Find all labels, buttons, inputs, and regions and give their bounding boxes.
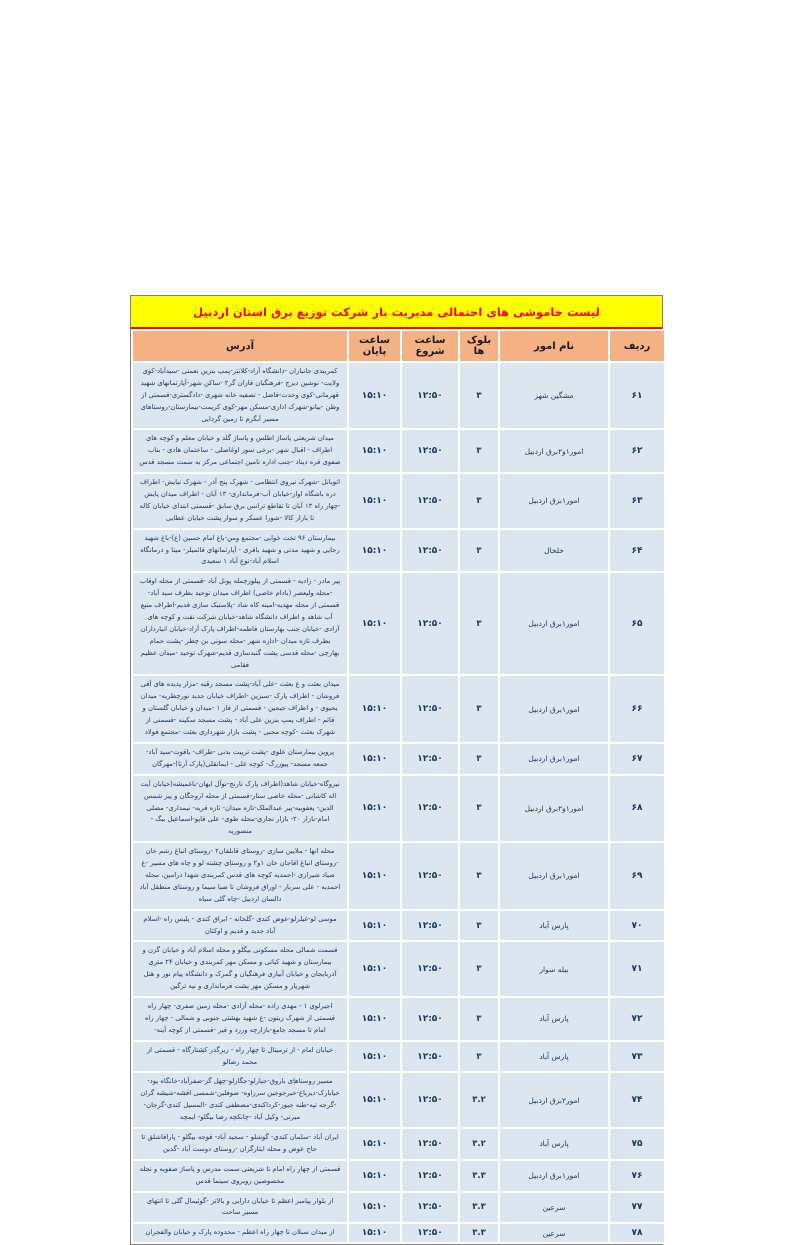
address-cell: میدان شریعتی پاساژ اطلس و پاساژ گلد و خیابان معلم و کوچه های اطراف - اقبال شهر -برخی سوز اوغاصلی - ساختمان هادی - بناب صفوی قره دیناد -جنب اداره تامین اجتماعی مرکز به سمت مسجد قدس	[132, 429, 348, 473]
table-row	[132, 529, 665, 573]
outage-table	[131, 329, 666, 1244]
department-cell: امور۱برق اردبیل	[499, 842, 609, 909]
table-row	[132, 1223, 665, 1243]
row-number-cell: ۷۲	[609, 997, 665, 1041]
header-row-number: ردیف	[609, 330, 665, 362]
department-cell: امور۱برق اردبیل	[499, 675, 609, 742]
end-time-cell: ۱۵:۱۰	[348, 743, 401, 775]
department-cell: خلخال	[499, 529, 609, 573]
address-cell: قسمت شمالی محله مسکونی بیگلو و محله اسلام آباد و خیابان گزن و بیمارستان و شهید کیانی و مسکن مهر کمربندی و خیابان ۲۴ متری آذربایجان و خیابان آبیاری فرهنگیان و گمرک و دانشگاه پیام نور و هتل شهریار و مسکن مهر پشت فرمانداری و نیه ترگین	[132, 941, 348, 997]
table-row	[132, 429, 665, 473]
header-blocks: بلوک ها	[459, 330, 499, 362]
blocks-cell: ۳	[459, 529, 499, 573]
blocks-cell: ۳	[459, 572, 499, 675]
address-cell: پیر مادر - رادیه - قسمتی از پیلوزچمله پونل آباد -قسمتی از محله اوقاب -محله ولیعصر (بادام خاصی) اطراف میدان توحید بطرف سید آباد-قسمتی از محله مهدیه-امینه کاه شاد -پلاستیک سازی قدیم-اطراف منبع آب شاهد و اطراف دانشگاه شاهد-خیابان شرکت نفت و کوچه های آزادی -خیابان جنب بهارستان فاطمه-اطراف پارک آزاد-خیابان انبارداران بطرف تازه میدان -اداره شهر -محله سونی بن چطر -پشت حمام بهارچی -محله قدسی پشت گنبدسازی قدیم-شهرک توحید -میدان عظیم فقامی	[132, 572, 348, 675]
start-time-cell: ۱۲:۵۰	[401, 1192, 459, 1224]
blocks-cell: ۳	[459, 473, 499, 529]
start-time-cell: ۱۲:۵۰	[401, 997, 459, 1041]
department-cell: سرعین	[499, 1192, 609, 1224]
blocks-cell: ۳	[459, 743, 499, 775]
end-time-cell: ۱۵:۱۰	[348, 362, 401, 429]
blocks-cell: ۳.۳	[459, 1192, 499, 1224]
end-time-cell: ۱۵:۱۰	[348, 941, 401, 997]
header-end-time: ساعت پایان	[348, 330, 401, 362]
row-number-cell: ۶۹	[609, 842, 665, 909]
start-time-cell: ۱۲:۵۰	[401, 572, 459, 675]
row-number-cell: ۷۸	[609, 1223, 665, 1243]
row-number-cell: ۶۸	[609, 775, 665, 842]
start-time-cell: ۱۲:۵۰	[401, 675, 459, 742]
start-time-cell: ۱۲:۵۰	[401, 1160, 459, 1192]
header-start-time: ساعت شروع	[401, 330, 459, 362]
table-row	[132, 997, 665, 1041]
table-row	[132, 941, 665, 997]
department-cell: امور۱برق اردبیل	[499, 572, 609, 675]
blocks-cell: ۳.۳	[459, 1160, 499, 1192]
department-cell: پارس آباد	[499, 910, 609, 942]
end-time-cell: ۱۵:۱۰	[348, 1223, 401, 1243]
header-address: آدرس	[132, 330, 348, 362]
table-row	[132, 743, 665, 775]
blocks-cell: ۳	[459, 675, 499, 742]
header-department: نام امور	[499, 330, 609, 362]
row-number-cell: ۷۳	[609, 1041, 665, 1073]
address-cell: پروین بیمارستان علوی -پشت تربیت بدنی -طراف- یاقوت-سید آباد- جمعه مسجد- پیوزرگ- کوچه علی - ایمانقلی(پارک آرتا)-مهرگان	[132, 743, 348, 775]
end-time-cell: ۱۵:۱۰	[348, 775, 401, 842]
department-cell: امور۱برق اردبیل	[499, 473, 609, 529]
row-number-cell: ۶۱	[609, 362, 665, 429]
blocks-cell: ۳.۳	[459, 1223, 499, 1243]
start-time-cell: ۱۲:۵۰	[401, 910, 459, 942]
blocks-cell: ۳.۲	[459, 1072, 499, 1128]
table-row	[132, 1041, 665, 1073]
department-cell: امور۱برق اردبیل	[499, 743, 609, 775]
end-time-cell: ۱۵:۱۰	[348, 473, 401, 529]
blocks-cell: ۳	[459, 997, 499, 1041]
department-cell: امور۱برق اردبیل	[499, 1160, 609, 1192]
start-time-cell: ۱۲:۵۰	[401, 1041, 459, 1073]
end-time-cell: ۱۵:۱۰	[348, 997, 401, 1041]
end-time-cell: ۱۵:۱۰	[348, 1041, 401, 1073]
address-cell: کمربندی جانبازان -دانشگاه آزاد-کلانتر-پمپ بنزین نعمتی -سیدآباد-کوی ولایت- نوشین دیزج -فرهنگیان قازان گر۲ -ساکن شهر-آپارتمانهای شهید قهرمانی-کوی وحدت-فاضل - تصفیه خانه شهری -دادگستری-قسمتی از وطن -بیانو-شهرک اداری-مسکن مهر-کوی کریمت-بیمارستان-روستاهای مسیر آبگرم تا زمین گردایی	[132, 362, 348, 429]
row-number-cell: ۷۰	[609, 910, 665, 942]
blocks-cell: ۳	[459, 910, 499, 942]
start-time-cell: ۱۲:۵۰	[401, 1223, 459, 1243]
end-time-cell: ۱۵:۱۰	[348, 675, 401, 742]
start-time-cell: ۱۲:۵۰	[401, 1128, 459, 1160]
address-cell: از بلوار پیامبر اعظم تا خیابان دارایی و بالاتر -گوئیمال گلی تا انتهای مسیر ساحت	[132, 1192, 348, 1224]
table-row	[132, 675, 665, 742]
end-time-cell: ۱۵:۱۰	[348, 1160, 401, 1192]
table-row	[132, 1192, 665, 1224]
department-cell: مشگین شهر	[499, 362, 609, 429]
row-number-cell: ۷۱	[609, 941, 665, 997]
address-cell: ایران آباد -سلمان کندی- گوشلو - سجید آباد- قوجه بیگلو - پاراقاشلق تا حاج عوض و محله ایثارگران -روستای دوست آباد -گدین	[132, 1128, 348, 1160]
end-time-cell: ۱۵:۱۰	[348, 529, 401, 573]
start-time-cell: ۱۲:۵۰	[401, 743, 459, 775]
end-time-cell: ۱۵:۱۰	[348, 1128, 401, 1160]
end-time-cell: ۱۵:۱۰	[348, 910, 401, 942]
end-time-cell: ۱۵:۱۰	[348, 1192, 401, 1224]
start-time-cell: ۱۲:۵۰	[401, 529, 459, 573]
row-number-cell: ۷۶	[609, 1160, 665, 1192]
address-cell: میدان بعثت و ع بعثت -علی آباد-پشت مسجد رقیه -مزار پدیده های آقی فروشان - اطراف پارک -سبزین -اطراف خیابان جدید نورچطریه- میدان یحیوی - و اطراف جیجین - قسمتی از فاز ۱ -میدان و خیابان گلستان و قائم - اطراف پمپ بنزین علی آباد - پشت مسجد سکینه -قسمتی از شهرک بعثت -کوچه محبی - پشت بازار شهرداری بعثت -مجتمع فولاد	[132, 675, 348, 742]
row-number-cell: ۷۷	[609, 1192, 665, 1224]
address-cell: بیمارستان ۹۶ تخت خوابی -مجتمع ومن-باغ امام حسین (ع)-باغ شهید رجایی و شهید مدنی و شهید باقری - آپارتمانهای قائمیلر- مینا و درمانگاه اسلام آباد-نوع آباد ۱ سعیدی	[132, 529, 348, 573]
table-row	[132, 362, 665, 429]
start-time-cell: ۱۲:۵۰	[401, 941, 459, 997]
end-time-cell: ۱۵:۱۰	[348, 429, 401, 473]
blocks-cell: ۳	[459, 429, 499, 473]
department-cell: پارس آباد	[499, 997, 609, 1041]
table-row	[132, 1072, 665, 1128]
address-cell: محله انها - ملایین سازی -روستای قابلقان۲ -روستای انباغ رشم خان -روستای انباغ اقاجان خان ۱و۲ و روستای چشته لو و چاه های مسیر -ع صیاد شیرازی -احمدیه کوچه های قدس کمربندی شهدا درامین، محله احمدیه - علی سرباز - اوراق فروشان تا صبا سیما و روستای منطقل آباد دالسان اردبیل -چاه گلی سیاه	[132, 842, 348, 909]
address-cell: مسیر روستاهای باروق-جبارلو-جگارلو-چهل گز-صفرآباد-خانگاه پود-خیابارک-دیزباغ-خیرجوجین سرزاوه- صوفلین-شمسی افشه-شیشه گران -گرجه تپه-طنه جیوز-کرداکندی-مصطفی کندی -المسیل کندی-گرجان-میرنی- وکیل آباد -چانکچه رضا بیگلو- ایمچه	[132, 1072, 348, 1128]
start-time-cell: ۱۲:۵۰	[401, 775, 459, 842]
department-cell: امور۱و۲برق اردبیل	[499, 429, 609, 473]
row-number-cell: ۶۷	[609, 743, 665, 775]
department-cell: امور۱و۲برق اردبیل	[499, 775, 609, 842]
start-time-cell: ۱۲:۵۰	[401, 429, 459, 473]
blocks-cell: ۳.۲	[459, 1128, 499, 1160]
end-time-cell: ۱۵:۱۰	[348, 572, 401, 675]
table-row	[132, 1128, 665, 1160]
start-time-cell: ۱۲:۵۰	[401, 473, 459, 529]
blocks-cell: ۳	[459, 775, 499, 842]
start-time-cell: ۱۲:۵۰	[401, 362, 459, 429]
department-cell: پارس آباد	[499, 1041, 609, 1073]
row-number-cell: ۶۴	[609, 529, 665, 573]
address-cell: قسمتی از چهار راه امام تا شریعتی سمت مدرس و پاساژ صفویه و نجله مخصوصین روبروی سینما قدس	[132, 1160, 348, 1192]
table-row	[132, 1160, 665, 1192]
address-cell: اتوبانل -شهرک نیروی انتظامی - شهرک پنج آذر - شهرک نیایش- اطراف دره باشگاه اواز-خیابان آب-فرمانداری- ۱۳ آبان - اطراف میدان پایش -چهار راه ۱۳ آبان تا تقاطع ترانس برق سابق -قسمتی ابتدای خیابان کاله تا بازار کالا -شورا عسکر و سوار پشت خیابان عطایی	[132, 473, 348, 529]
address-cell: نیروگاه-خیابان شاهد(اطراف پارک نارنج-نوآل ایهان-باغمیشه(خیابان آیت اله کاشانی -محله خاصی ستار-قسمتی از محله اروجگان و پیر شمس الدین- یعقوبیه-پیر عبدالملک-تازه میدان- تازه قریه- نیمداری- مصلی امام-بازار ۲۰- بازار نجاری-محله طوی- علی قاپو-اسماعیل بیگ - منصوریه	[132, 775, 348, 842]
blocks-cell: ۳	[459, 941, 499, 997]
start-time-cell: ۱۲:۵۰	[401, 1072, 459, 1128]
address-cell: خیابان امام - از ترمینال تا چهار راه - زیرگذر کشتارگاه - قسمتی از محمد رضالو	[132, 1041, 348, 1073]
table-row	[132, 775, 665, 842]
table-row	[132, 572, 665, 675]
department-cell: بیله سوار	[499, 941, 609, 997]
address-cell: موسی لو-غیلرلو-عوض کندی -گلخانه - ایراق کندی - پلیس راه -اسلام آباد جدید و قدیم و اوکتان	[132, 910, 348, 942]
outage-table-sheet	[130, 295, 663, 1245]
row-number-cell: ۶۳	[609, 473, 665, 529]
document-title: لیست خاموشی های احتمالی مدیریت بار شرکت توزیع برق استان اردبیل	[131, 296, 662, 329]
row-number-cell: ۶۵	[609, 572, 665, 675]
address-cell: از میدان سبلان تا چهار راه اعظم - محدوده پارک و خیابان والفجران	[132, 1223, 348, 1243]
row-number-cell: ۶۶	[609, 675, 665, 742]
address-cell: اجیرلوی ۱ - مهدی زاده -محله آزادی -محله زمین صفری- چهار راه قسمتی از شهرک زیتون -ع شهید بهشتی جنوبی و شمالی - چهار راه امام تا مسجد جامع-بازارچه ورزد و قیر -قسمتی از کوچه آینه-	[132, 997, 348, 1041]
end-time-cell: ۱۵:۱۰	[348, 842, 401, 909]
table-row	[132, 842, 665, 909]
department-cell: امور۲برق اردبیل	[499, 1072, 609, 1128]
row-number-cell: ۷۴	[609, 1072, 665, 1128]
table-header-row	[132, 330, 665, 362]
row-number-cell: ۷۵	[609, 1128, 665, 1160]
blocks-cell: ۳	[459, 362, 499, 429]
blocks-cell: ۳	[459, 842, 499, 909]
table-row	[132, 910, 665, 942]
table-row	[132, 473, 665, 529]
end-time-cell: ۱۵:۱۰	[348, 1072, 401, 1128]
blocks-cell: ۳	[459, 1041, 499, 1073]
start-time-cell: ۱۲:۵۰	[401, 842, 459, 909]
department-cell: سرعین	[499, 1223, 609, 1243]
row-number-cell: ۶۲	[609, 429, 665, 473]
department-cell: پارس آباد	[499, 1128, 609, 1160]
